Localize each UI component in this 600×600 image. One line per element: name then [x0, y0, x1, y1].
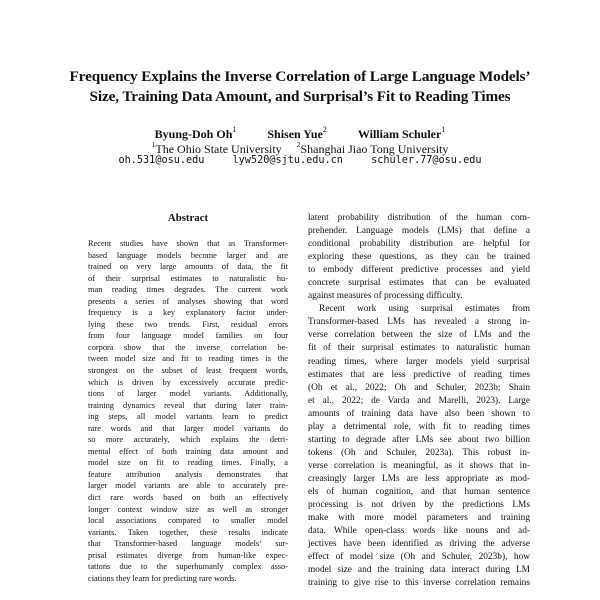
abstract-text-line: local associations compared to smaller model — [88, 516, 288, 526]
affiliation-mark: 1 — [151, 140, 156, 149]
body-text-line: starting to degrade after LMs see about two billion — [308, 434, 530, 445]
title-line: Size, Training Data Amount, and Surprisal’s Fit to Reading Times — [89, 88, 511, 105]
body-text-line: concrete surprisal estimates that can be evaluated — [308, 278, 530, 289]
body-text-line: tokens (Oh and Schuler, 2023a). This robust in- — [308, 447, 530, 458]
body-text-line: processing is not driven by the predictions LMs — [308, 500, 530, 511]
abstract-text-line: model size on fit to reading times. Finally, a — [88, 458, 288, 468]
abstract-text-line: from four language model families on four — [88, 331, 288, 341]
introduction-body — [308, 212, 530, 590]
abstract-text-line: dict rare words based on both an effectively — [88, 493, 288, 503]
body-text-line: (Oh et al., 2022; Oh and Schuler, 2023b; Shain — [308, 382, 530, 393]
body-text-line: Transformer-based LMs has revealed a strong in- — [308, 317, 530, 328]
abstract-text-line: presents a series of analyses showing that word — [88, 296, 288, 306]
abstract-text-line: tions of larger model variants. Additionally, — [88, 389, 288, 399]
abstract-text-line: tween model size and fit to reading times is the — [88, 354, 288, 364]
email-list — [40, 155, 560, 167]
author-name: Byung-Doh Oh — [154, 127, 233, 141]
body-text-line: els of human cognition, and that human sentence — [308, 486, 530, 497]
body-text-line: play a detrimental role, with fit to reading times — [308, 421, 530, 432]
email-address: lyw520@sjtu.edu.cn — [232, 155, 343, 166]
abstract-text-line: mental effect of both training data amount and — [88, 446, 288, 456]
body-text-line: fit of their surprisal estimates to naturalistic human — [308, 343, 530, 354]
body-text-line: against measures of processing difficulty. — [308, 291, 463, 302]
body-text-line: et al., 2022; de Varda and Marelli, 2023). Large — [308, 395, 530, 406]
body-text-line: jectives have been identified as driving the adverse — [308, 539, 530, 550]
abstract-text-line: lying these two trends. First, residual errors — [88, 319, 288, 329]
abstract-text-line: Recent studies have shown that as Transformer- — [88, 239, 288, 248]
body-text-line: effect of model size (Oh and Schuler, 2023b), how — [308, 552, 530, 563]
abstract-text-line: which is driven by excessively accurate predic- — [88, 377, 288, 387]
abstract-text-line: of their surprisal estimates to naturalistic hu- — [88, 273, 288, 283]
abstract-text-line: larger model variants are able to accurately pre- — [88, 481, 288, 491]
body-text-line: verse correlation between the size of LMs and the — [308, 330, 530, 341]
abstract-text-line: man reading times degrades. The current work — [88, 285, 288, 295]
abstract-text-line: feature attribution analysis demonstrates that — [88, 469, 288, 479]
abstract-text-line: training dynamics reveal that during later train- — [88, 400, 288, 410]
abstract-text-line: trained on very large amounts of data, the fit — [88, 262, 288, 272]
author-name: Shisen Yue — [267, 127, 323, 141]
abstract-text-line: rare words and that larger model variants do — [88, 423, 288, 433]
affiliation — [152, 139, 282, 156]
body-text-line: verse correlation is meaningful, as it shows that in- — [308, 460, 530, 471]
abstract-text-line: ciations they learn for predicting rare words. — [88, 573, 237, 583]
abstract-text-line: based language models become larger and are — [88, 250, 288, 260]
body-text-line: reading times, where larger models yield surprisal — [308, 356, 530, 367]
abstract-body — [88, 238, 288, 584]
affiliation-name: Shanghai Jiao Tong University — [300, 142, 449, 156]
body-text-line: Recent work using surprisal estimates from — [319, 304, 530, 315]
affiliation-mark: 1 — [441, 125, 446, 134]
paper-title — [40, 67, 560, 107]
author-name: William Schuler — [357, 127, 442, 141]
body-text-line: exploring these questions, as they can be trained — [308, 252, 530, 263]
body-text-line: data. While open-class words like nouns and ad- — [308, 526, 530, 537]
body-text-line: conditional probability distribution are helpful for — [308, 239, 530, 250]
abstract-text-line: frequency is a key explanatory factor under- — [88, 308, 288, 318]
email-address: schuler.77@osu.edu — [371, 155, 482, 166]
affiliation-mark: 2 — [296, 140, 301, 149]
abstract-text-line: longer context window size as well as stronger — [88, 504, 288, 514]
abstract-text-line: that Transformer-based language models’ sur- — [88, 539, 288, 549]
email-address: oh.531@osu.edu — [118, 155, 205, 166]
body-text-line: make with more model parameters and training — [308, 513, 530, 524]
body-text-line: estimates that are less predictive of reading times — [308, 369, 530, 380]
body-text-line: creasingly larger LMs are less appropriate as mod- — [308, 473, 530, 484]
affiliation-name: The Ohio State University — [155, 142, 282, 156]
affiliation-mark: 1 — [232, 125, 237, 134]
affiliation-list — [40, 139, 560, 156]
abstract-text-line: so more accurately, which explains the detri- — [88, 435, 288, 445]
body-text-line: amounts of training data have also been shown to — [308, 408, 530, 419]
body-text-line: training to give rise to this inverse correlation remains — [308, 578, 530, 589]
body-text-line: prehender. Language models (LMs) that define a — [308, 226, 530, 237]
abstract-text-line: variants. Taken together, these results indicate — [88, 527, 288, 537]
abstract-column — [88, 212, 288, 584]
body-text-line: to embody different predictive processes and yield — [308, 265, 530, 276]
affiliation-mark: 2 — [322, 125, 327, 134]
title-line: Frequency Explains the Inverse Correlation of Large Language Models’ — [69, 68, 531, 85]
affiliation — [297, 139, 449, 156]
abstract-text-line: corpora show that the inverse correlation be- — [88, 342, 288, 352]
body-text-line: latent probability distribution of the human com- — [308, 213, 530, 223]
abstract-text-line: prisal estimates diverge from human-like expec- — [88, 550, 288, 560]
body-text-line: model size and the training data interact during LM — [308, 565, 530, 576]
abstract-text-line: ing steps, all model variants learn to predict — [88, 412, 288, 422]
abstract-text-line: strongest on the subset of least frequent words, — [88, 366, 288, 376]
abstract-text-line: tations due to the superhumanly complex asso- — [88, 562, 288, 572]
introduction-column — [308, 212, 530, 590]
abstract-heading: Abstract — [167, 212, 209, 224]
